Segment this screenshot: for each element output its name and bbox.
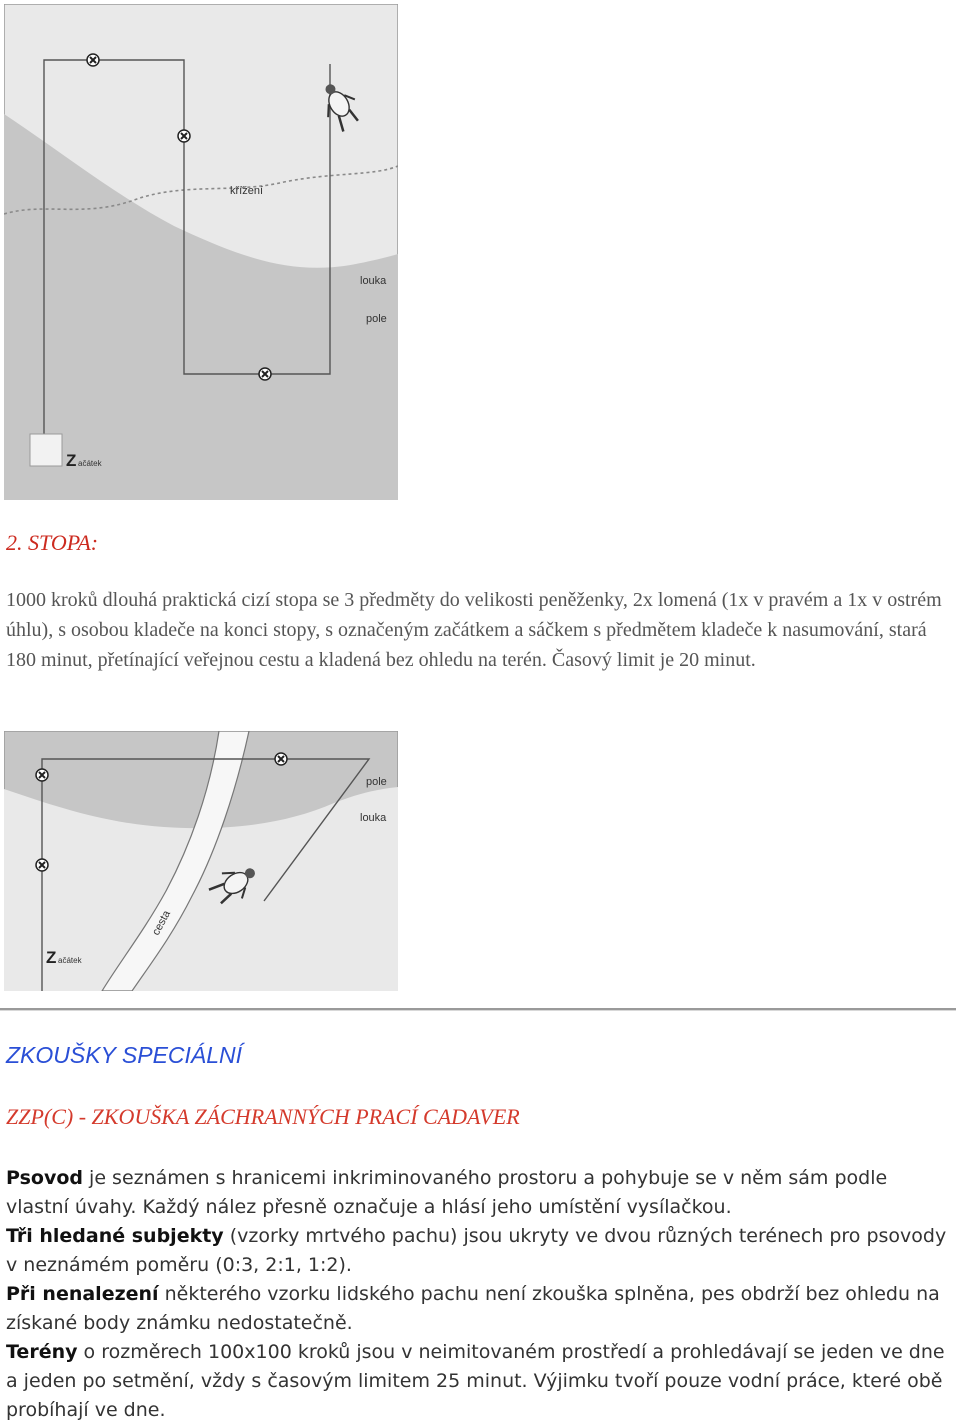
article-mark [259, 368, 271, 380]
paragraph-text: některého vzorku lidského pachu není zkouška splněna, pes obdrží bez ohledu na získané body známku nedostatečně. [6, 1283, 940, 1334]
article-mark [87, 54, 99, 66]
paragraph-terrain [6, 1338, 956, 1425]
field-label: pole [366, 313, 387, 325]
meadow-label: louka [360, 275, 387, 287]
section-divider [0, 1008, 956, 1011]
road-label: cesta [150, 908, 173, 938]
paragraph-subjects [6, 1222, 956, 1280]
paragraph-text: o rozměrech 100x100 kroků jsou v neimitovaném prostředí a prohledávají se jeden ve dne a jeden po setmění, vždy s časovým limitem 25 minut. Výjimku tvoří pouze vodní práce, které obě probíhají ve dne. [6, 1341, 945, 1421]
start-label-rest: ačátek [58, 956, 82, 965]
section-title-special: ZKOUŠKY SPECIÁLNÍ [6, 1042, 243, 1068]
section-title-stopa: 2. STOPA: [6, 530, 99, 555]
paragraph-handler [6, 1164, 956, 1222]
article-mark [36, 769, 48, 781]
paragraph-text: (vzorky mrtvého pachu) jsou ukryty ve dvou různých terénech pro psovody v neznámém poměru (0:3, 2:1, 1:2). [6, 1225, 947, 1276]
paragraph-lead: Tři hledané subjekty [6, 1225, 224, 1247]
start-label-initial: Z [46, 948, 57, 967]
paragraph-lead: Při nenalezení [6, 1283, 159, 1305]
field-label: pole [366, 776, 387, 788]
paragraph-lead: Psovod [6, 1167, 83, 1189]
article-mark [178, 130, 190, 142]
section-text-stopa: 1000 kroků dlouhá praktická cizí stopa se 3 předměty do velikosti peněženky, 2x lomená (1x v pravém a 1x v ostrém úhlu), s osobou kladeče na konci stopy, s označeným začátkem a sáčkem s předmětem kladeče k nasumování, stará 180 minut, přetínající veřejnou cestu a kladená bez ohledu na terén. Časový limit je 20 minut. [6, 589, 942, 671]
special-body [6, 1164, 956, 1425]
start-scent-pad [30, 434, 62, 466]
paragraph-text: je seznámen s hranicemi inkriminovaného prostoru a pohybuje se v něm sám podle vlastní úvahy. Každý nález přesně označuje a hlásí jeho umístění vysílačkou. [6, 1167, 888, 1218]
track-diagram-1 [4, 4, 398, 500]
meadow-label: louka [360, 812, 387, 824]
section-subtitle-zzp: ZZP(C) - ZKOUŠKA ZÁCHRANNÝCH PRACÍ CADAVER [6, 1104, 520, 1129]
start-label-initial: Z [66, 451, 77, 470]
start-label-rest: ačátek [78, 459, 102, 468]
crossing-label: křížení [230, 185, 264, 197]
paragraph-failure [6, 1280, 956, 1338]
article-mark [275, 753, 287, 765]
track-diagram-2 [4, 731, 398, 991]
article-mark [36, 859, 48, 871]
paragraph-lead: Terény [6, 1341, 78, 1363]
